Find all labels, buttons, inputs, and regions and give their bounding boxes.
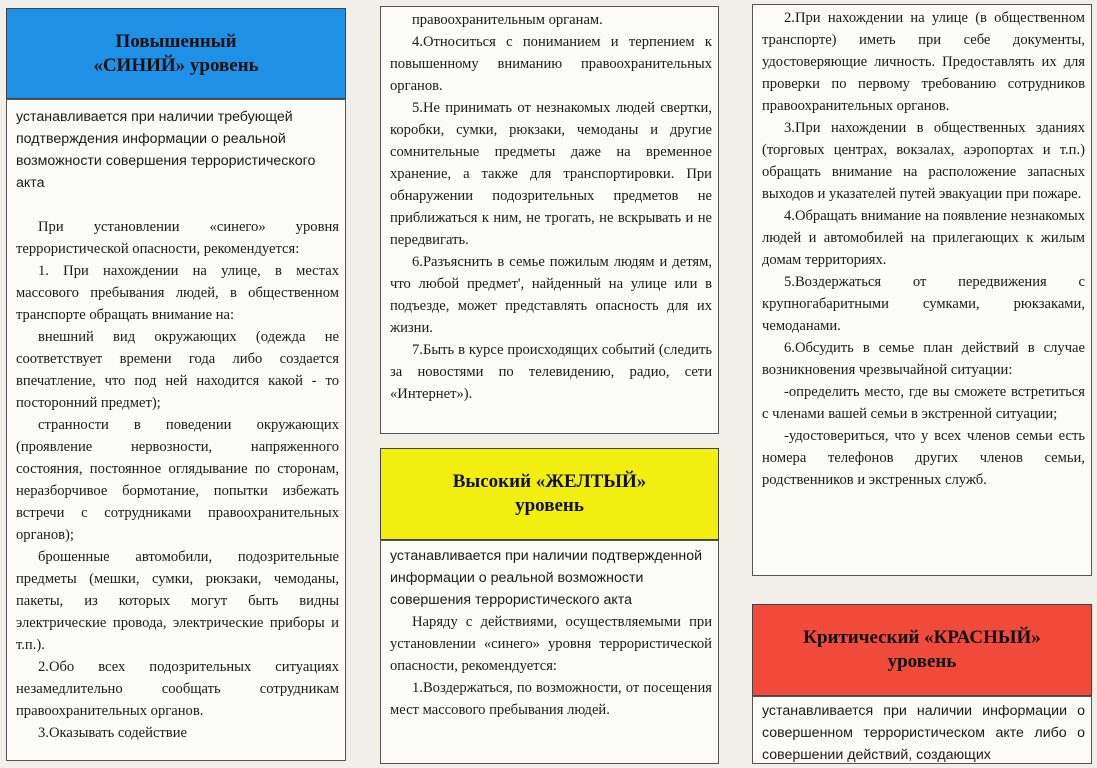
blue-level-continuation-box <box>380 6 719 434</box>
yellow-item: 1.Воздержаться, по возможности, от посещения мест массового пребывания людей. <box>390 680 712 718</box>
blue-item: 2.Обо всех подозрительных ситуациях незамедлительно сообщать сотрудникам правоохранительных органов. <box>16 659 339 719</box>
blue-level-text-box <box>6 99 346 761</box>
red-level-intro: устанавливается при наличии информации о совершенном террористическом акте либо о совершении действий, создающих <box>762 703 1085 763</box>
blue-item: внешний вид окружающих (одежда не соответствует времени года либо создается впечатление, что под ней находится какой - то посторонний предмет); <box>16 329 339 411</box>
middle-item: 4.Относиться с пониманием и терпением к повышенному вниманию правоохранительных органов. <box>390 34 712 94</box>
right-item: 3.При нахождении в общественных зданиях (торговых центрах, вокзалах, аэропортах и т.п.) обращать внимание на расположение запасных выходов и указателей путей эвакуации при пожаре. <box>762 120 1085 202</box>
blue-level-lead: При установлении «синего» уровня террористической опасности, рекомендуется: <box>16 219 339 257</box>
right-item: 2.При нахождении на улице (в общественном транспорте) иметь при себе документы, удостоверяющие личность. Предоставлять их для проверки по первому требованию сотрудников правоохранительных органов. <box>762 10 1085 114</box>
blue-level-title: Повышенный «СИНИЙ» уровень <box>93 30 259 76</box>
right-item: -определить место, где вы сможете встретиться с членами вашей семьи в экстренной ситуации; <box>762 384 1085 422</box>
right-item: -удостовериться, что у всех членов семьи есть номера телефонов других членов семьи, родственников и экстренных служб. <box>762 428 1085 488</box>
right-item: 4.Обращать внимание на появление незнакомых людей и автомобилей на прилегающих к жилым домам территориях. <box>762 208 1085 268</box>
blue-level-banner <box>6 8 346 99</box>
yellow-level-title: Высокий «ЖЕЛТЫЙ» уровень <box>452 471 647 516</box>
blue-level-intro: устанавливается при наличии требующей подтверждения информации о реальной возможности совершения террористического акта <box>16 109 316 191</box>
yellow-level-continuation-box <box>752 4 1092 576</box>
blue-item: брошенные автомобили, подозрительные предметы (мешки, сумки, рюкзаки, чемоданы, пакеты, из которых могут быть видны электрические провода, электрические приборы и т.п.). <box>16 549 339 653</box>
red-level-title: Критический «КРАСНЫЙ» уровень <box>803 627 1041 672</box>
blue-item: странности в поведении окружающих (проявление нервозности, напряженного состояния, постоянное оглядывание по сторонам, неразборчивое бормотание, попытки избежать встречи с сотрудниками правоохранительных органов); <box>16 417 339 543</box>
red-level-banner <box>752 604 1092 696</box>
right-item: 5.Воздержаться от передвижения с крупногабаритными сумками, рюкзаками, чемоданами. <box>762 274 1085 334</box>
blue-item: 1. При нахождении на улице, в местах массового пребывания людей, в общественном транспорте обращать внимание на: <box>16 263 339 323</box>
middle-item: 6.Разъяснить в семье пожилым людям и детям, что любой предмет', найденный на улице или в подъезде, может представлять опасность для их жизни. <box>390 254 712 336</box>
middle-item: 7.Быть в курсе происходящих событий (следить за новостями по телевидению, радио, сети «Интернет»). <box>390 342 712 402</box>
yellow-level-text-box <box>380 540 719 764</box>
blue-item: 3.Оказывать содействие <box>38 725 187 741</box>
yellow-level-banner <box>380 448 719 540</box>
red-level-text-box <box>752 696 1092 764</box>
yellow-level-intro: устанавливается при наличии подтвержденной информации о реальной возможности совершения террористического акта <box>390 548 703 608</box>
right-item: 6.Обсудить в семье план действий в случае возникновения чрезвычайной ситуации: <box>762 340 1085 378</box>
middle-item: правоохранительным органам. <box>412 12 603 28</box>
middle-item: 5.Не принимать от незнакомых людей свертки, коробки, сумки, рюкзаки, чемоданы и другие сомнительные предметы даже на временное хранение, а также для транспортировки. При обнаружении подозрительных предметов не приближаться к ним, не трогать, не вскрывать и не передвигать. <box>390 100 712 248</box>
yellow-item: Наряду с действиями, осуществляемыми при установлении «синего» уровня террористической опасности, рекомендуется: <box>390 614 712 674</box>
